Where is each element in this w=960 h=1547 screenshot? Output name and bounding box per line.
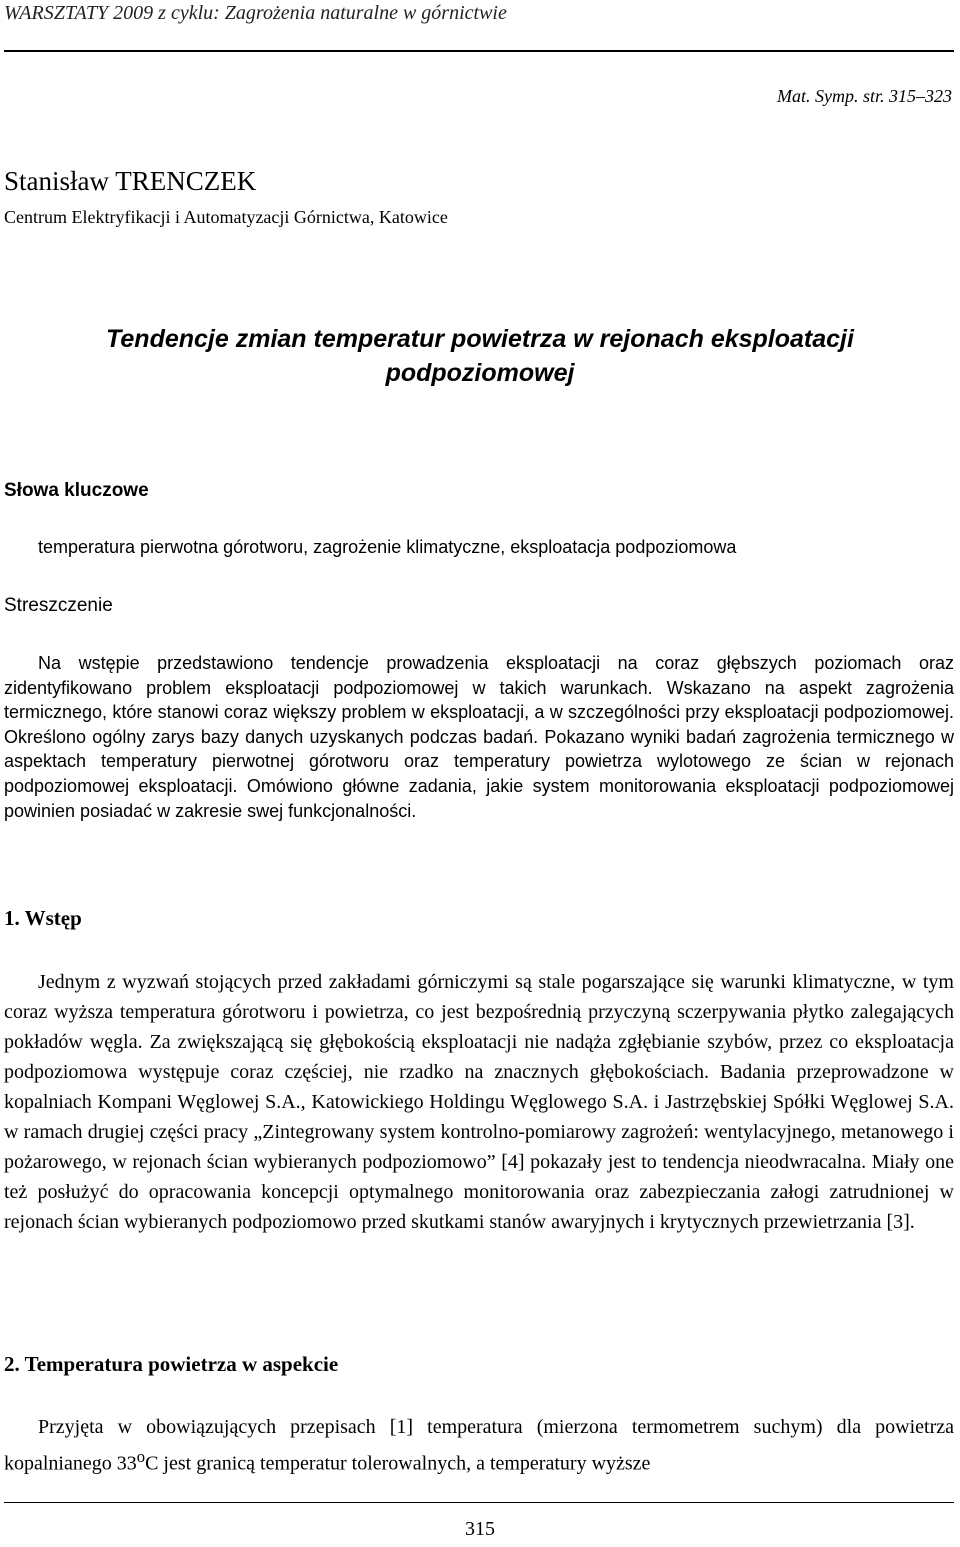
- section-2-text-before: Przyjęta w obowiązujących przepisach [1] temperatura (mierzona termometrem suchym) dla powietrza kopalnianego 33: [4, 1416, 954, 1475]
- abstract-text: Na wstępie przedstawiono tendencje prowadzenia eksploatacji na coraz głębszych poziomach oraz zidentyfikowano problem eksploatacji podpoziomowej w takich warunkach. Wskazano na aspekt zagrożenia termicznego, które stanowi coraz większy problem w eksploatacji, a w szczególności przy eksploatacji podpoziomowej. Określono ogólny zarys bazy danych uzyskanych podczas badań. Pokazano wyniki badań zagrożenia termicznego w aspektach temperatury pierwotnej górotworu oraz temperatury powietrza wylotowego ze ścian w rejonach podpoziomowej eksploatacji. Omówiono główne zadania, jakie system monitorowania eksploatacji podpoziomowej powinien posiadać w zakresie swej funkcjonalności.: [4, 653, 954, 821]
- author-affiliation: Centrum Elektryfikacji i Automatyzacji Górnictwa, Katowice: [4, 207, 448, 227]
- author-name: Stanisław TRENCZEK: [4, 166, 257, 196]
- section-2-paragraph: [4, 1412, 954, 1479]
- paper-title: [0, 322, 960, 390]
- paper-title-line-1: Tendencje zmian temperatur powietrza w rejonach eksploatacji: [106, 325, 854, 353]
- running-header-reference: Mat. Symp. str. 315–323: [777, 86, 952, 106]
- section-2-heading: 2. Temperatura powietrza w aspekcie: [4, 1352, 339, 1376]
- keywords-heading: Słowa kluczowe: [4, 480, 149, 501]
- page-number: 315: [465, 1518, 495, 1540]
- running-header-series: WARSZTATY 2009 z cyklu: Zagrożenia naturalne w górnictwie: [4, 2, 507, 24]
- abstract-heading: Streszczenie: [4, 595, 113, 616]
- section-2-text-after: C jest granicą temperatur tolerowalnych, a temperatury wyższe: [145, 1452, 651, 1475]
- degree-superscript: o: [136, 1447, 146, 1466]
- footer-rule: [4, 1502, 954, 1503]
- paper-title-line-2: podpoziomowej: [385, 359, 575, 387]
- section-1-paragraph: Jednym z wyzwań stojących przed zakładami górniczymi są stale pogarszające się warunki klimatyczne, w tym coraz wyższa temperatura górotworu i powietrza, co jest bezpośrednią przyczyną sczerpywania płytko zalegających pokładów węgla. Za zwiększającą się głębokością eksploatacji nie nadąża zgłębianie szybów, przez co eksploatacja podpoziomowa występuje coraz częściej, nie rzadko na znacznych głębokościach. Badania przeprowadzone w kopalniach Kompani Węglowej S.A., Katowickiego Holdingu Węglowego S.A. i Jastrzębskiej Spółki Węglowej S.A. w ramach drugiej części pracy „Zintegrowany system kontrolno-pomiarowy zagrożeń: wentylacyjnego, metanowego i pożarowego, w rejonach ścian wybieranych podpoziomowo” [4] pokazały jest to tendencja nieodwracalna. Miały one też posłużyć do opracowania koncepcji optymalnego monitorowania oraz zabezpieczania załogi zatrudnionej w rejonach ścian wybieranych podpoziomowo przed skutkami stanów awaryjnych i krytycznych przewietrzania [3].: [4, 971, 954, 1233]
- header-rule: [4, 50, 954, 52]
- keywords-text: temperatura pierwotna górotworu, zagrożenie klimatyczne, eksploatacja podpoziomowa: [38, 537, 737, 557]
- section-1-heading: 1. Wstęp: [4, 906, 82, 930]
